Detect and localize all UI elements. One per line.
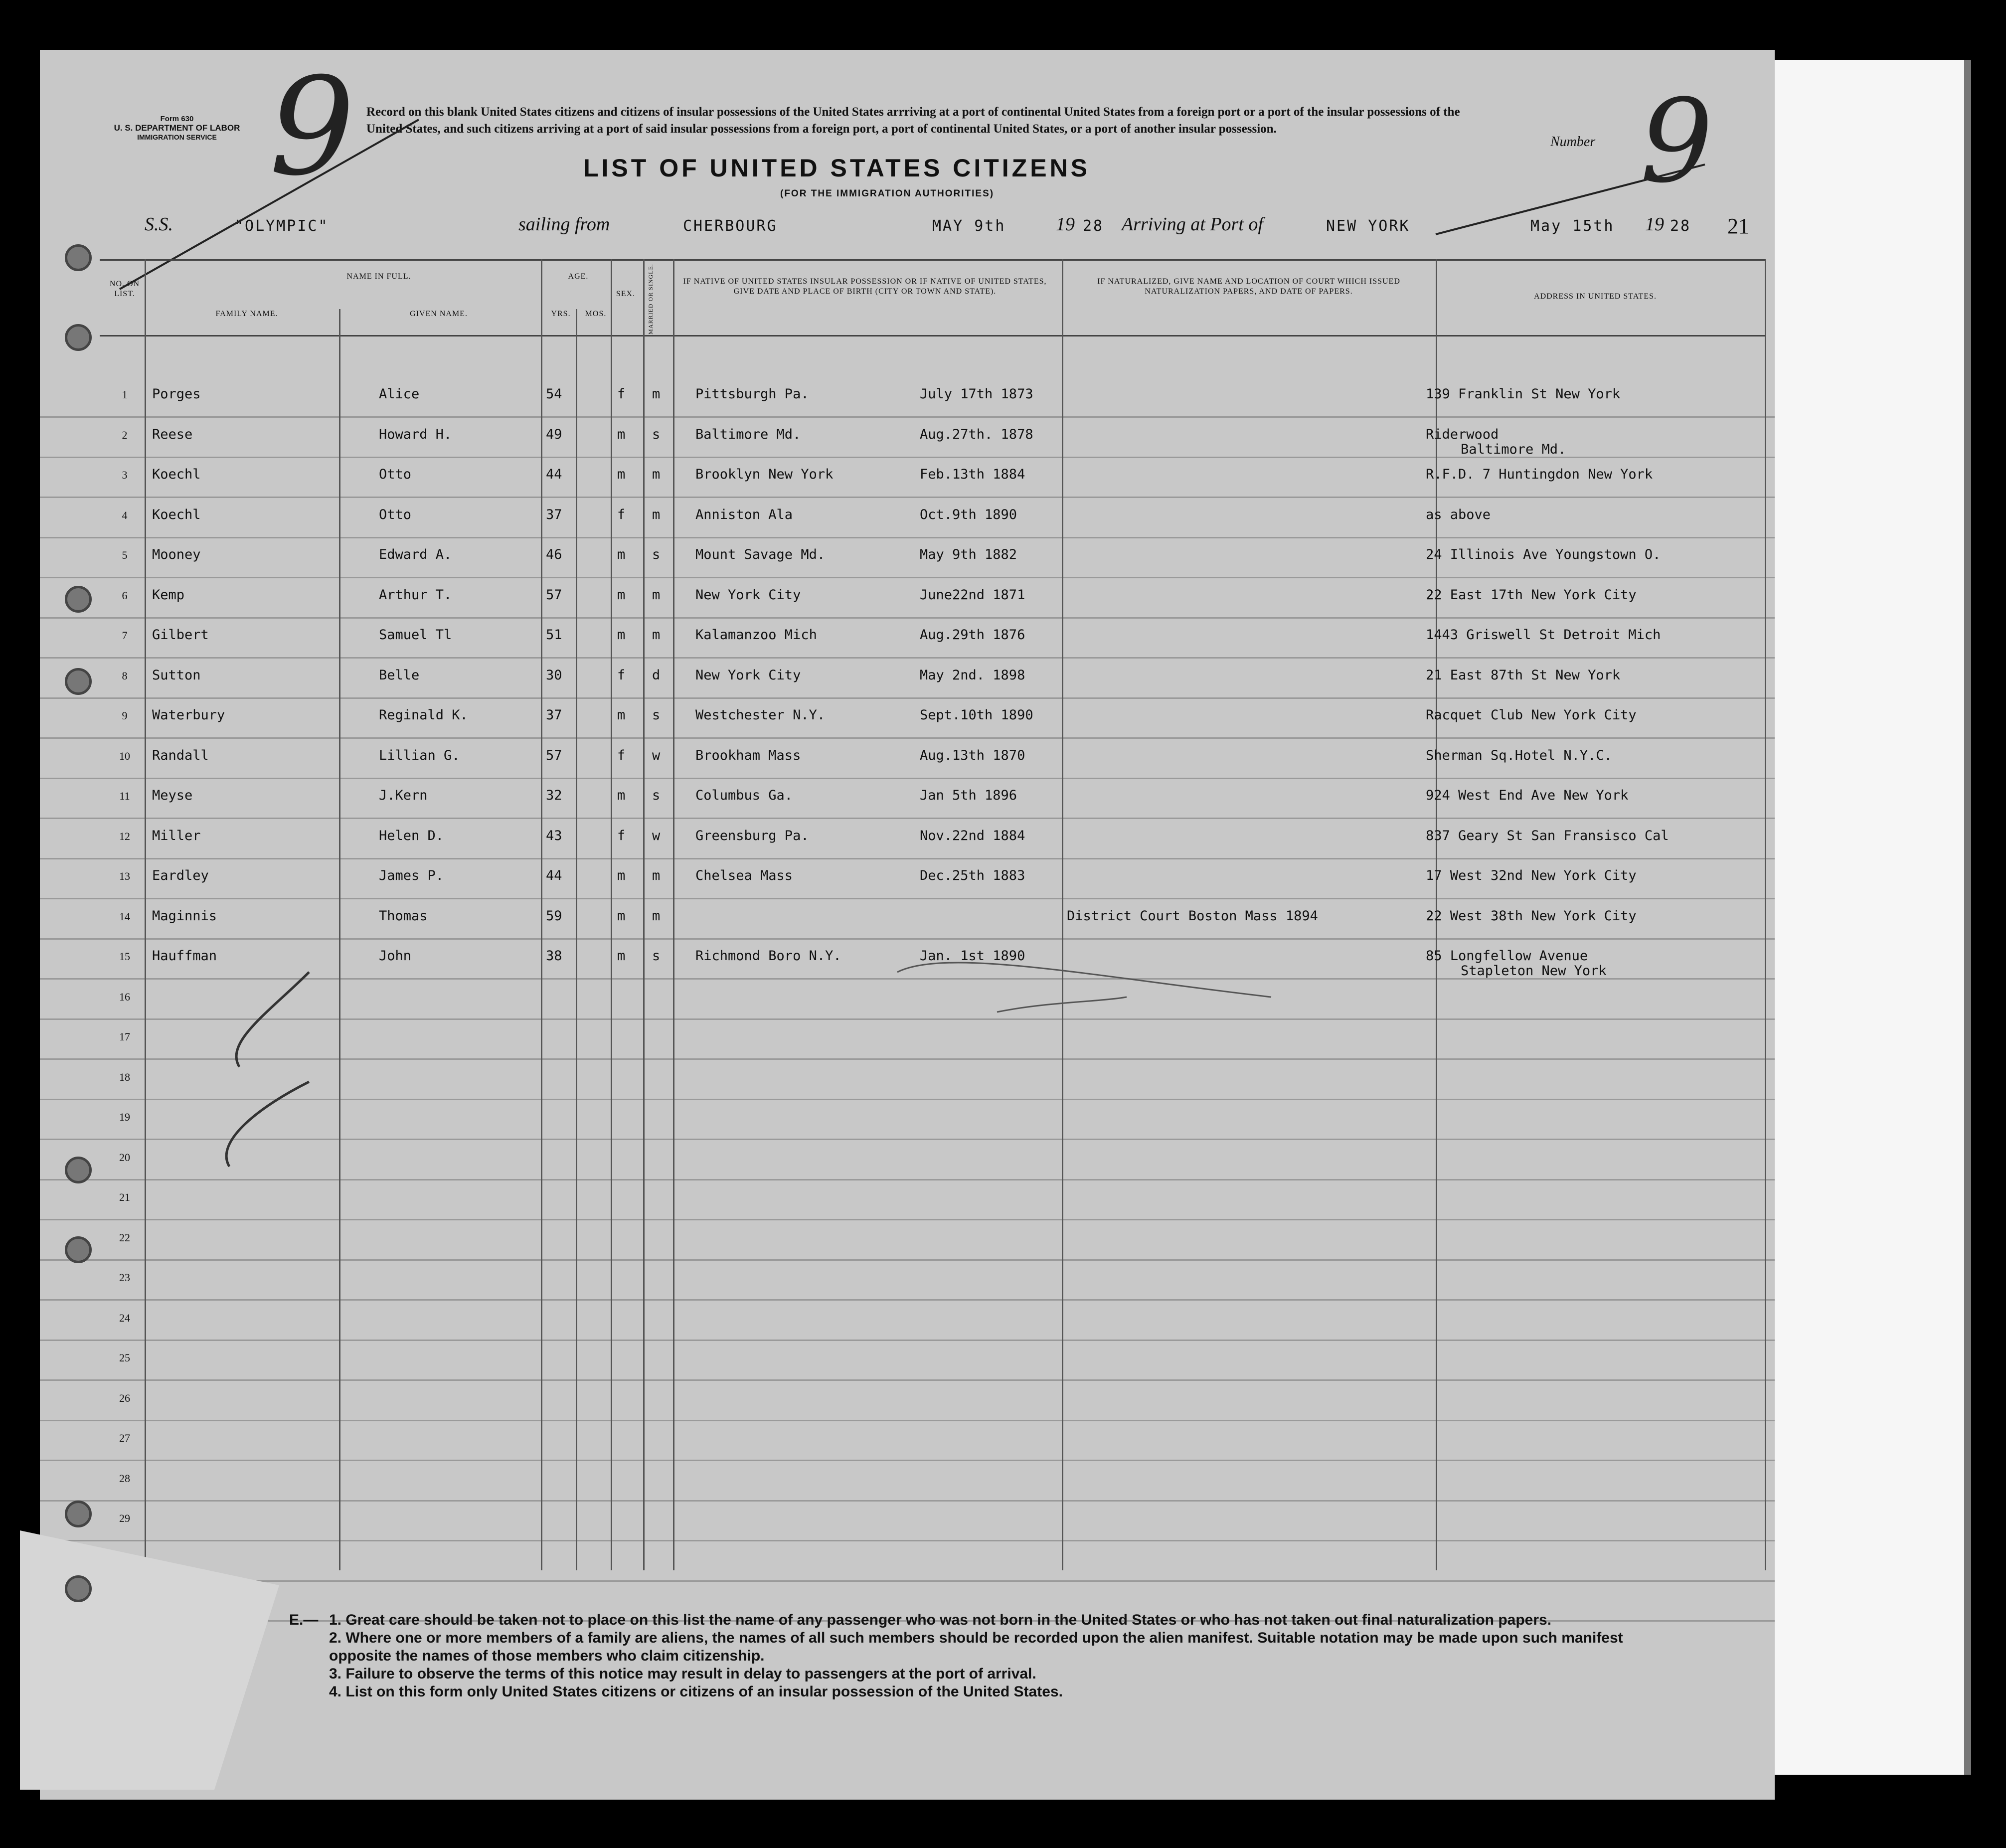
marital-status: m bbox=[652, 868, 661, 883]
given-name: Helen D. bbox=[379, 828, 444, 843]
departure-year-prefix: 19 bbox=[1056, 214, 1075, 235]
marital-status: m bbox=[652, 386, 661, 402]
birth-place: Brookham Mass bbox=[695, 747, 801, 763]
row-number: 13 bbox=[119, 870, 130, 882]
birth-place: Kalamanzoo Mich bbox=[695, 627, 817, 643]
page-number: 21 bbox=[1727, 214, 1749, 238]
row-number: 3 bbox=[122, 469, 128, 481]
row-number: 12 bbox=[119, 830, 130, 842]
note-2: 2. Where one or more members of a family are aliens, the names of all such members should be recorded upon the alien manifest. Suitable notation may be made upon such manifest opposite the names of those members who claim citizenship. bbox=[329, 1630, 1623, 1664]
address: Riderwood bbox=[1426, 426, 1499, 442]
col-yrs: YRS. bbox=[551, 310, 571, 318]
sex: f bbox=[617, 747, 626, 763]
row-number: 11 bbox=[119, 790, 130, 802]
marital-status: w bbox=[652, 828, 661, 843]
table-row bbox=[0, 828, 1775, 868]
birth-place: Baltimore Md. bbox=[695, 426, 801, 442]
birth-date: Sept.10th 1890 bbox=[920, 707, 1033, 723]
family-name: Randall bbox=[152, 747, 209, 763]
address: Sherman Sq.Hotel N.Y.C. bbox=[1426, 747, 1612, 763]
col-given: GIVEN NAME. bbox=[410, 310, 468, 318]
given-name: Edward A. bbox=[379, 547, 452, 562]
age-years: 46 bbox=[546, 547, 562, 562]
table-row bbox=[0, 668, 1775, 708]
given-name: Howard H. bbox=[379, 426, 452, 442]
address: 139 Franklin St New York bbox=[1426, 386, 1621, 402]
ss-label: S.S. bbox=[145, 214, 173, 235]
sex: m bbox=[617, 467, 626, 482]
row-number: 25 bbox=[119, 1351, 130, 1364]
address: 21 East 87th St New York bbox=[1426, 667, 1621, 683]
marital-status: s bbox=[652, 788, 661, 803]
table-row bbox=[0, 507, 1775, 547]
col-mos: MOS. bbox=[585, 310, 607, 318]
sex: m bbox=[617, 788, 626, 803]
note-1: 1. Great care should be taken not to place on this list the name of any passenger who was not born in the United States or who has not taken out final naturalization papers. bbox=[329, 1612, 1552, 1628]
departure-year: 28 bbox=[1083, 217, 1104, 235]
birth-date: Oct.9th 1890 bbox=[920, 506, 1017, 522]
col-address: ADDRESS IN UNITED STATES. bbox=[1534, 292, 1657, 301]
binder-hole bbox=[65, 1501, 92, 1527]
family-name: Reese bbox=[152, 426, 193, 442]
row-number: 29 bbox=[119, 1512, 130, 1524]
table-row bbox=[0, 587, 1775, 628]
row-number: 4 bbox=[122, 508, 128, 521]
age-years: 51 bbox=[546, 627, 562, 643]
naturalization: District Court Boston Mass 1894 bbox=[1067, 908, 1318, 924]
marital-status: m bbox=[652, 587, 661, 603]
birth-place: Pittsburgh Pa. bbox=[695, 386, 809, 402]
given-name: Samuel Tl bbox=[379, 627, 452, 643]
address: Racquet Club New York City bbox=[1426, 707, 1637, 723]
departure-port: CHERBOURG bbox=[683, 217, 778, 235]
binder-hole bbox=[65, 244, 92, 271]
given-name: Arthur T. bbox=[379, 587, 452, 603]
binder-hole bbox=[65, 586, 92, 613]
marital-status: s bbox=[652, 948, 661, 964]
col-birth: IF NATIVE OF UNITED STATES INSULAR POSSESSION OR IF NATIVE OF UNITED STATES, GIVE DATE AND PLACE OF BIRTH (CITY OR TOWN AND STATE). bbox=[683, 277, 1047, 296]
marital-status: d bbox=[652, 667, 661, 683]
sex: m bbox=[617, 547, 626, 562]
binder-hole bbox=[65, 1236, 92, 1263]
arrival-year: 28 bbox=[1670, 217, 1691, 235]
family-name: Waterbury bbox=[152, 707, 225, 723]
birth-place: New York City bbox=[695, 587, 801, 603]
family-name: Koechl bbox=[152, 506, 201, 522]
marital-status: s bbox=[652, 707, 661, 723]
family-name: Hauffman bbox=[152, 948, 217, 964]
row-number: 17 bbox=[119, 1030, 130, 1043]
sex: m bbox=[617, 868, 626, 883]
col-married: MARRIED OR SINGLE. bbox=[647, 264, 654, 335]
arrival-port: NEW YORK bbox=[1326, 217, 1410, 235]
sex: f bbox=[617, 667, 626, 683]
table-row bbox=[0, 386, 1775, 427]
age-years: 37 bbox=[546, 707, 562, 723]
table-row bbox=[0, 868, 1775, 908]
address-line-2: Stapleton New York bbox=[1461, 963, 1607, 979]
given-name: Alice bbox=[379, 386, 420, 402]
col-name: NAME IN FULL. bbox=[346, 272, 411, 281]
row-number: 20 bbox=[119, 1151, 130, 1164]
given-name: Lillian G. bbox=[379, 747, 460, 763]
col-no: NO. ON LIST. bbox=[109, 280, 140, 298]
form-instructions: Record on this blank United States citizens and citizens of insular possessions of the United States arrriving at a port of continental United States from a foreign port or a port of the insular possessions of the United States, and such citizens arriving at a port of said insular possessions from a foreign port, a port of continental United States, or a port of another insular possession. bbox=[366, 105, 1460, 136]
row-number: 9 bbox=[122, 709, 128, 722]
sex: m bbox=[617, 426, 626, 442]
family-name: Maginnis bbox=[152, 908, 217, 924]
table-row bbox=[0, 627, 1775, 668]
age-years: 32 bbox=[546, 788, 562, 803]
row-number: 16 bbox=[119, 990, 130, 1003]
table-row bbox=[0, 707, 1775, 748]
age-years: 44 bbox=[546, 467, 562, 482]
service-name: IMMIGRATION SERVICE bbox=[137, 133, 217, 141]
given-name: Otto bbox=[379, 506, 412, 522]
birth-place: Chelsea Mass bbox=[695, 868, 793, 883]
sex: m bbox=[617, 627, 626, 643]
marital-status: s bbox=[652, 426, 661, 442]
notes-prefix: E.— bbox=[289, 1612, 319, 1628]
family-name: Kemp bbox=[152, 587, 185, 603]
given-name: Otto bbox=[379, 467, 412, 482]
binder-hole bbox=[65, 1157, 92, 1183]
row-number: 24 bbox=[119, 1311, 130, 1324]
age-years: 37 bbox=[546, 506, 562, 522]
family-name: Porges bbox=[152, 386, 201, 402]
birth-date: Aug.27th. 1878 bbox=[920, 426, 1033, 442]
arrival-date: May 15th bbox=[1530, 217, 1615, 235]
page-title: LIST OF UNITED STATES CITIZENS bbox=[583, 154, 1091, 182]
table-row bbox=[0, 948, 1775, 989]
birth-place: Brooklyn New York bbox=[695, 467, 834, 482]
ship-name: "OLYMPIC" bbox=[234, 217, 329, 235]
row-number: 5 bbox=[122, 549, 128, 561]
address: 24 Illinois Ave Youngstown O. bbox=[1426, 547, 1661, 562]
row-number: 7 bbox=[122, 629, 128, 642]
note-4: 4. List on this form only United States citizens or citizens of an insular possession of the United States. bbox=[329, 1683, 1063, 1700]
birth-place: Columbus Ga. bbox=[695, 788, 793, 803]
row-number: 14 bbox=[119, 910, 130, 923]
marital-status: s bbox=[652, 547, 661, 562]
given-name: John bbox=[379, 948, 412, 964]
address-line-2: Baltimore Md. bbox=[1461, 441, 1566, 457]
marital-status: m bbox=[652, 506, 661, 522]
arrival-year-prefix: 19 bbox=[1645, 214, 1664, 235]
sex: m bbox=[617, 587, 626, 603]
given-name: Belle bbox=[379, 667, 420, 683]
given-name: J.Kern bbox=[379, 788, 428, 803]
given-name: Thomas bbox=[379, 908, 428, 924]
table-row bbox=[0, 788, 1775, 828]
sex: m bbox=[617, 908, 626, 924]
age-years: 54 bbox=[546, 386, 562, 402]
address: 22 East 17th New York City bbox=[1426, 587, 1637, 603]
handwritten-number: 9 bbox=[1640, 75, 1713, 208]
birth-place: New York City bbox=[695, 667, 801, 683]
age-years: 49 bbox=[546, 426, 562, 442]
page-subtitle: (FOR THE IMMIGRATION AUTHORITIES) bbox=[780, 188, 995, 199]
birth-date: Dec.25th 1883 bbox=[920, 868, 1025, 883]
address: 17 West 32nd New York City bbox=[1426, 868, 1637, 883]
birth-date: June22nd 1871 bbox=[920, 587, 1025, 603]
birth-date: July 17th 1873 bbox=[920, 386, 1033, 402]
address: R.F.D. 7 Huntingdon New York bbox=[1426, 467, 1653, 482]
address: as above bbox=[1426, 506, 1491, 522]
birth-date: Nov.22nd 1884 bbox=[920, 828, 1025, 843]
address: 85 Longfellow Avenue bbox=[1426, 948, 1588, 964]
sex: f bbox=[617, 828, 626, 843]
age-years: 30 bbox=[546, 667, 562, 683]
form-number: Form 630 bbox=[160, 115, 194, 123]
row-number: 22 bbox=[119, 1231, 130, 1244]
age-years: 59 bbox=[546, 908, 562, 924]
handwritten-list-number: 9 bbox=[269, 48, 355, 205]
sailing-label: sailing from bbox=[518, 214, 610, 235]
address: 837 Geary St San Fransisco Cal bbox=[1426, 828, 1669, 843]
age-years: 57 bbox=[546, 747, 562, 763]
family-name: Mooney bbox=[152, 547, 201, 562]
number-label: Number bbox=[1550, 134, 1596, 150]
table-row bbox=[0, 427, 1775, 467]
address: 22 West 38th New York City bbox=[1426, 908, 1637, 924]
birth-place: Anniston Ala bbox=[695, 506, 793, 522]
sex: f bbox=[617, 386, 626, 402]
family-name: Miller bbox=[152, 828, 201, 843]
family-name: Eardley bbox=[152, 868, 209, 883]
age-years: 44 bbox=[546, 868, 562, 883]
birth-date: Aug.13th 1870 bbox=[920, 747, 1025, 763]
marital-status: m bbox=[652, 467, 661, 482]
sex: m bbox=[617, 948, 626, 964]
department-name: U. S. DEPARTMENT OF LABOR bbox=[114, 123, 240, 133]
family-name: Sutton bbox=[152, 667, 201, 683]
birth-date: Aug.29th 1876 bbox=[920, 627, 1025, 643]
birth-place: Mount Savage Md. bbox=[695, 547, 826, 562]
binder-hole bbox=[65, 1575, 92, 1602]
row-number: 6 bbox=[122, 589, 128, 602]
birth-date: May 9th 1882 bbox=[920, 547, 1017, 562]
birth-place: Westchester N.Y. bbox=[695, 707, 826, 723]
col-age: AGE. bbox=[568, 272, 589, 281]
row-number: 10 bbox=[119, 749, 130, 762]
address: 1443 Griswell St Detroit Mich bbox=[1426, 627, 1661, 643]
table-row bbox=[0, 467, 1775, 507]
arriving-label: Arriving at Port of bbox=[1122, 214, 1263, 235]
birth-date: May 2nd. 1898 bbox=[920, 667, 1025, 683]
binder-hole bbox=[65, 668, 92, 695]
departure-date: MAY 9th bbox=[932, 217, 1006, 235]
birth-place: Richmond Boro N.Y. bbox=[695, 948, 841, 964]
family-name: Gilbert bbox=[152, 627, 209, 643]
row-number: 23 bbox=[119, 1271, 130, 1284]
family-name: Meyse bbox=[152, 788, 193, 803]
row-number: 27 bbox=[119, 1432, 130, 1444]
row-number: 21 bbox=[119, 1191, 130, 1203]
birth-date: Jan 5th 1896 bbox=[920, 788, 1017, 803]
col-sex: SEX. bbox=[616, 290, 636, 298]
table-row bbox=[0, 908, 1775, 949]
col-naturalized: IF NATURALIZED, GIVE NAME AND LOCATION OF COURT WHICH ISSUED NATURALIZATION PAPERS, AND DATE OF PAPERS. bbox=[1097, 277, 1400, 296]
given-name: James P. bbox=[379, 868, 444, 883]
notes-block bbox=[329, 1611, 1685, 1701]
col-family: FAMILY NAME. bbox=[215, 310, 278, 318]
age-years: 43 bbox=[546, 828, 562, 843]
marital-status: m bbox=[652, 908, 661, 924]
binder-hole bbox=[65, 324, 92, 351]
row-number: 19 bbox=[119, 1111, 130, 1123]
table-row bbox=[0, 547, 1775, 587]
row-number: 15 bbox=[119, 950, 130, 963]
row-number: 8 bbox=[122, 669, 128, 682]
marital-status: w bbox=[652, 747, 661, 763]
birth-date: Feb.13th 1884 bbox=[920, 467, 1025, 482]
given-name: Reginald K. bbox=[379, 707, 468, 723]
row-number: 26 bbox=[119, 1391, 130, 1404]
table-row bbox=[0, 748, 1775, 788]
family-name: Koechl bbox=[152, 467, 201, 482]
row-number: 28 bbox=[119, 1472, 130, 1485]
birth-place: Greensburg Pa. bbox=[695, 828, 809, 843]
marital-status: m bbox=[652, 627, 661, 643]
sex: f bbox=[617, 506, 626, 522]
row-number: 18 bbox=[119, 1070, 130, 1083]
age-years: 38 bbox=[546, 948, 562, 964]
row-number: 2 bbox=[122, 428, 128, 441]
row-number: 1 bbox=[122, 388, 128, 401]
note-3: 3. Failure to observe the terms of this notice may result in delay to passengers at the port of arrival. bbox=[329, 1666, 1036, 1682]
age-years: 57 bbox=[546, 587, 562, 603]
birth-date: Jan. 1st 1890 bbox=[920, 948, 1025, 964]
sex: m bbox=[617, 707, 626, 723]
address: 924 West End Ave New York bbox=[1426, 788, 1629, 803]
